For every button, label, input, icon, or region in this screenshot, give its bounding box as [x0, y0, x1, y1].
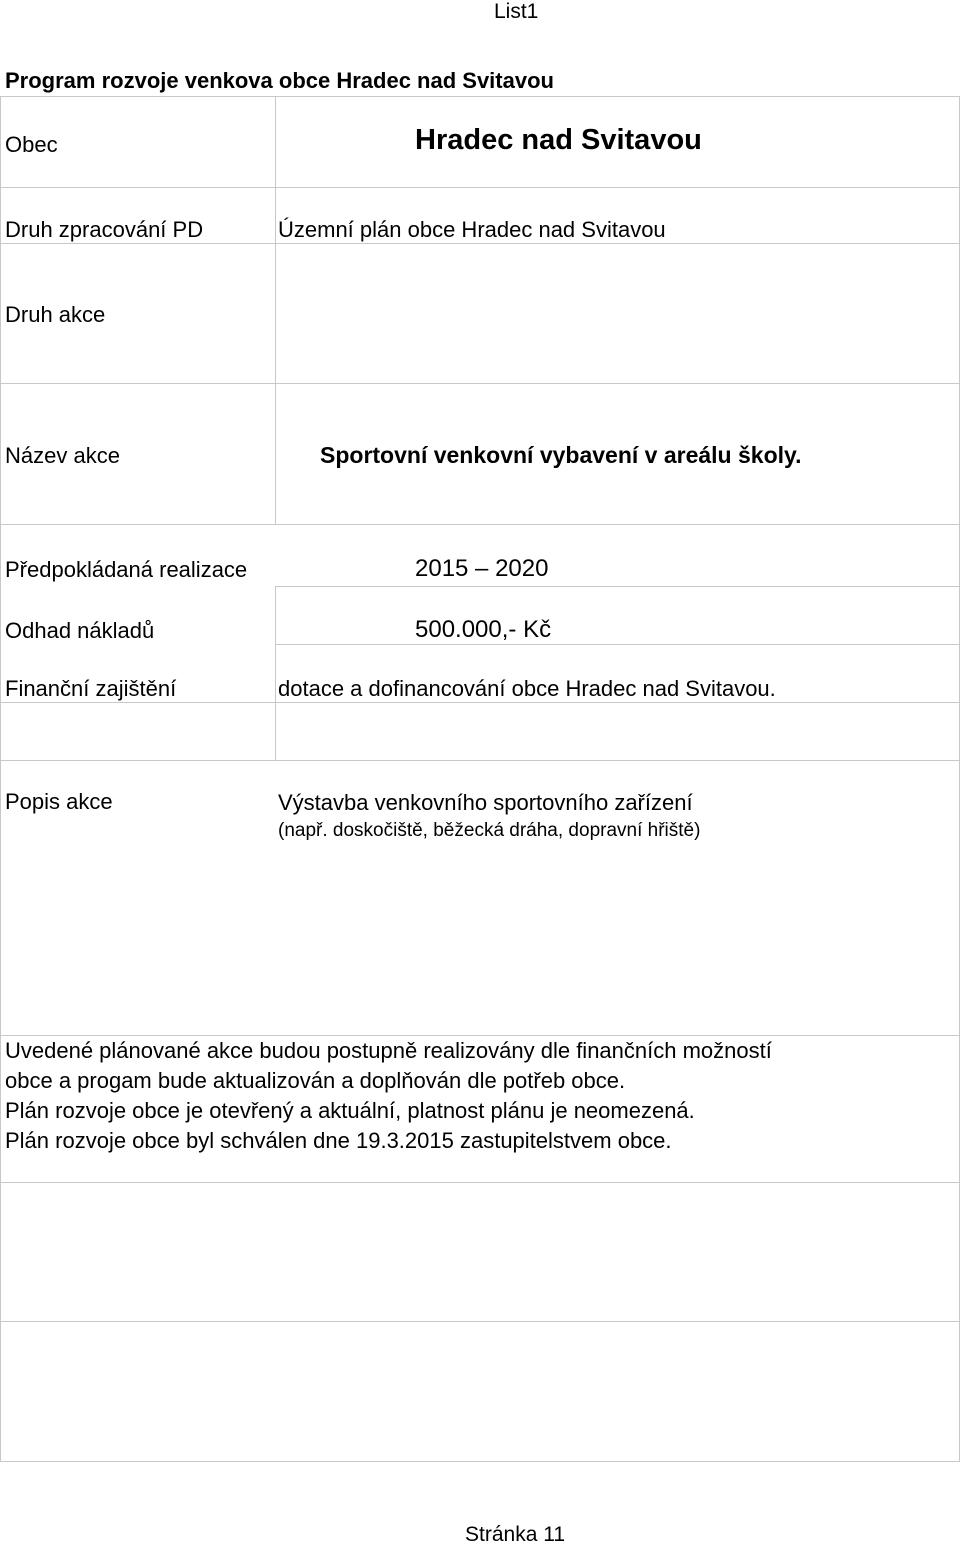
sheet-name: List1 [494, 0, 539, 23]
obec-value: Hradec nad Svitavou [415, 124, 702, 156]
druh-akce-label: Druh akce [5, 302, 106, 327]
naklady-label: Odhad nákladů [5, 618, 155, 643]
note-line: Uvedené plánované akce budou postupně realizovány dle finančních možností [5, 1038, 772, 1063]
naklady-value: 500.000,- Kč [415, 616, 552, 643]
popis-line-2: (např. doskočiště, běžecká dráha, dopravní hřiště) [278, 820, 701, 841]
druh-zpracovani-label: Druh zpracování PD [5, 217, 204, 242]
popis-line-1: Výstavba venkovního sportovního zařízení [278, 790, 693, 815]
page-number: Stránka 11 [465, 1523, 566, 1546]
realizace-label: Předpokládaná realizace [5, 557, 248, 582]
nazev-akce-label: Název akce [5, 443, 120, 468]
obec-label: Obec [5, 132, 58, 157]
nazev-akce-value: Sportovní venkovní vybavení v areálu školy. [320, 442, 802, 468]
note-line: Plán rozvoje obce byl schválen dne 19.3.2015 zastupitelstvem obce. [5, 1128, 672, 1153]
document-title: Program rozvoje venkova obce Hradec nad Svitavou [5, 68, 554, 93]
popis-label: Popis akce [5, 789, 113, 814]
financni-label: Finanční zajištění [5, 676, 177, 701]
druh-zpracovani-value: Územní plán obce Hradec nad Svitavou [278, 217, 666, 242]
financni-value: dotace a dofinancování obce Hradec nad Svitavou. [278, 676, 776, 701]
note-line: Plán rozvoje obce je otevřený a aktuální, platnost plánu je neomezená. [5, 1098, 695, 1123]
note-line: obce a progam bude aktualizován a doplňován dle potřeb obce. [5, 1068, 626, 1093]
realizace-value: 2015 – 2020 [415, 555, 549, 582]
